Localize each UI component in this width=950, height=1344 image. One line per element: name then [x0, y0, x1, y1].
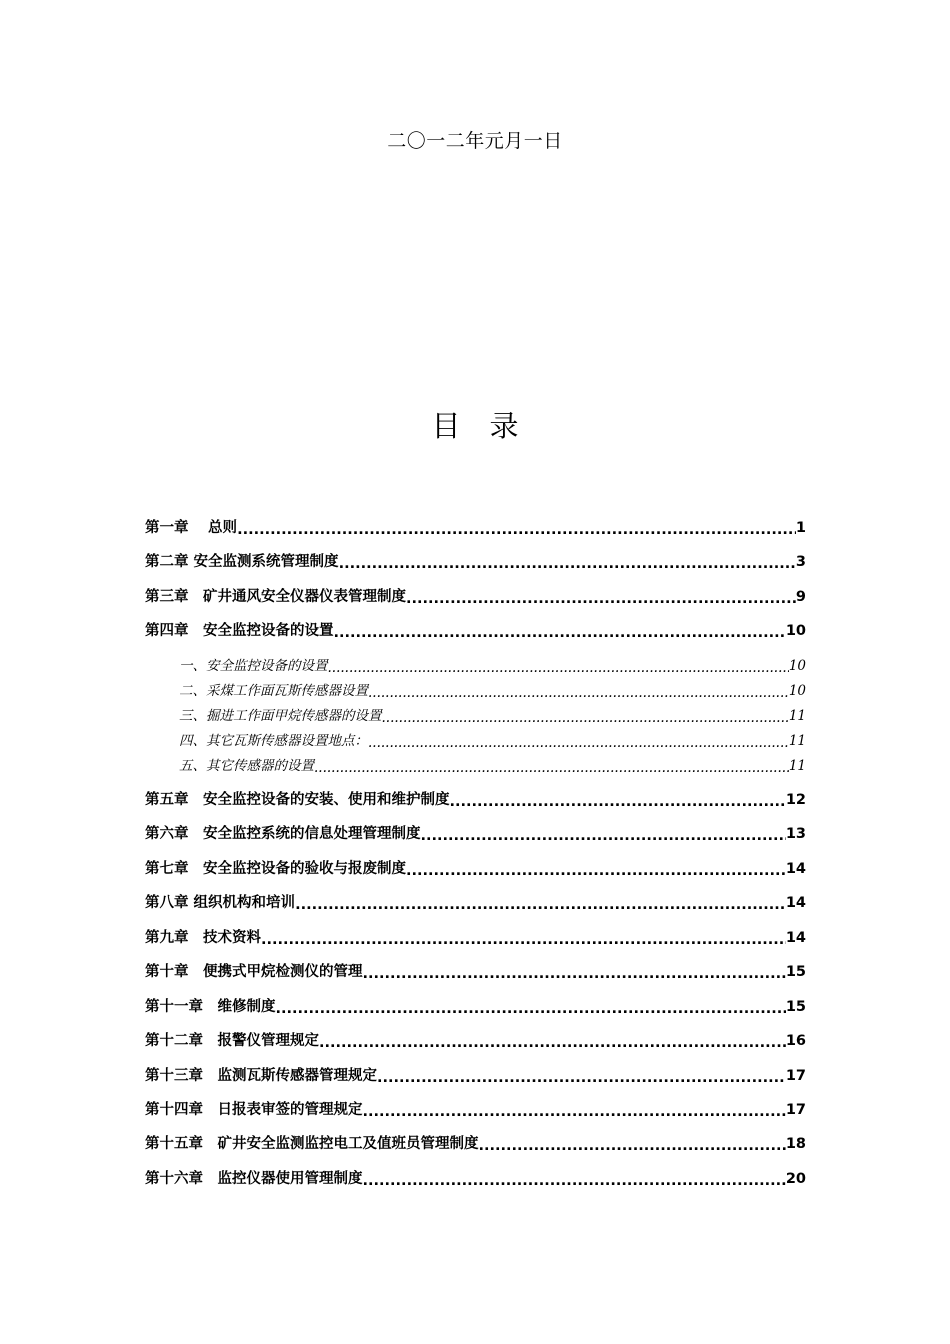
toc-entry-page: 14	[785, 895, 806, 911]
dot-leader	[314, 760, 789, 774]
dot-leader	[368, 685, 789, 699]
toc-entry-label: 第十三章 监测瓦斯传感器管理规定	[145, 1068, 377, 1084]
dot-leader	[276, 1001, 786, 1016]
toc-entry-page: 14	[785, 930, 806, 946]
toc-entry-label: 一、安全监控设备的设置	[179, 658, 328, 674]
toc-entry-section-4-1[interactable]	[179, 654, 806, 674]
toc-entry-chapter-2[interactable]	[145, 550, 806, 571]
toc-entry-page: 3	[795, 554, 806, 570]
dot-leader	[363, 1104, 786, 1119]
dot-leader	[328, 660, 789, 674]
toc-entry-chapter-13[interactable]	[145, 1064, 806, 1085]
toc-entry-page: 15	[785, 964, 806, 980]
toc-entry-chapter-3[interactable]	[145, 585, 806, 606]
toc-entry-page: 17	[785, 1102, 806, 1118]
dot-leader	[421, 828, 786, 843]
toc-entry-page: 11	[788, 758, 806, 774]
toc-entry-page: 13	[785, 826, 806, 842]
dot-leader	[363, 966, 786, 981]
toc-entry-chapter-6[interactable]	[145, 822, 806, 843]
toc-entry-label: 第一章 总则	[145, 520, 238, 536]
dot-leader	[368, 735, 789, 749]
toc-entry-page: 11	[788, 733, 806, 749]
toc-entry-label: 第十章 便携式甲烷检测仪的管理	[145, 964, 363, 980]
toc-entry-label: 第六章 安全监控系统的信息处理管理制度	[145, 826, 421, 842]
dot-leader	[261, 932, 786, 947]
dot-leader	[406, 591, 796, 606]
dot-leader	[237, 522, 796, 537]
dot-leader	[295, 897, 786, 912]
dot-leader	[339, 556, 796, 571]
toc-entry-chapter-11[interactable]	[145, 995, 806, 1016]
toc-entry-label: 三、掘进工作面甲烷传感器的设置	[179, 708, 382, 724]
toc-entry-chapter-16[interactable]	[145, 1167, 806, 1188]
table-of-contents	[145, 0, 806, 1344]
dot-leader	[406, 863, 786, 878]
dot-leader	[363, 1173, 786, 1188]
toc-entry-chapter-12[interactable]	[145, 1029, 806, 1050]
toc-entry-label: 第十二章 报警仪管理规定	[145, 1033, 319, 1049]
dot-leader	[334, 625, 786, 640]
dot-leader	[450, 794, 786, 809]
toc-entry-label: 五、其它传感器的设置	[179, 758, 314, 774]
dot-leader	[382, 710, 789, 724]
toc-entry-section-4-3[interactable]	[179, 704, 806, 724]
toc-entry-page: 15	[785, 999, 806, 1015]
dot-leader	[319, 1035, 786, 1050]
toc-entry-chapter-5[interactable]	[145, 788, 806, 809]
toc-entry-page: 12	[785, 792, 806, 808]
toc-entry-chapter-4[interactable]	[145, 619, 806, 640]
toc-entry-chapter-8[interactable]	[145, 891, 806, 912]
toc-entry-chapter-15[interactable]	[145, 1132, 806, 1153]
toc-entry-page: 10	[788, 683, 806, 699]
toc-entry-page: 20	[785, 1171, 806, 1187]
toc-entry-page: 9	[795, 589, 806, 605]
toc-entry-label: 第四章 安全监控设备的设置	[145, 623, 334, 639]
toc-entry-page: 16	[785, 1033, 806, 1049]
toc-entry-label: 第十五章 矿井安全监测监控电工及值班员管理制度	[145, 1136, 479, 1152]
toc-entry-label: 第八章 组织机构和培训	[145, 895, 296, 911]
toc-entry-chapter-1[interactable]	[145, 516, 806, 537]
toc-entry-label: 二、采煤工作面瓦斯传感器设置	[179, 683, 368, 699]
toc-entry-page: 10	[788, 658, 806, 674]
toc-entry-label: 第三章 矿井通风安全仪器仪表管理制度	[145, 589, 406, 605]
toc-entry-page: 11	[788, 708, 806, 724]
toc-entry-label: 第十四章 日报表审签的管理规定	[145, 1102, 363, 1118]
toc-entry-label: 第七章 安全监控设备的验收与报废制度	[145, 861, 406, 877]
toc-entry-label: 第二章 安全监测系统管理制度	[145, 554, 339, 570]
toc-entry-label: 四、其它瓦斯传感器设置地点：	[179, 733, 368, 749]
toc-entry-section-4-4[interactable]	[179, 729, 806, 749]
toc-entry-label: 第九章 技术资料	[145, 930, 261, 946]
toc-entry-chapter-9[interactable]	[145, 926, 806, 947]
toc-entry-chapter-10[interactable]	[145, 960, 806, 981]
dot-leader	[377, 1070, 786, 1085]
toc-entry-page: 14	[785, 861, 806, 877]
toc-entry-page: 1	[795, 520, 806, 536]
toc-entry-page: 18	[785, 1136, 806, 1152]
toc-entry-page: 17	[785, 1068, 806, 1084]
document-date: 二〇一二年元月一日	[387, 130, 563, 152]
toc-entry-page: 10	[785, 623, 806, 639]
toc-entry-chapter-14[interactable]	[145, 1098, 806, 1119]
dot-leader	[479, 1138, 786, 1153]
toc-entry-section-4-5[interactable]	[179, 754, 806, 774]
toc-entry-chapter-7[interactable]	[145, 857, 806, 878]
toc-entry-label: 第十一章 维修制度	[145, 999, 276, 1015]
toc-title: 目 录	[431, 409, 519, 443]
toc-entry-section-4-2[interactable]	[179, 679, 806, 699]
toc-entry-label: 第十六章 监控仪器使用管理制度	[145, 1171, 363, 1187]
toc-entry-label: 第五章 安全监控设备的安装、使用和维护制度	[145, 792, 450, 808]
